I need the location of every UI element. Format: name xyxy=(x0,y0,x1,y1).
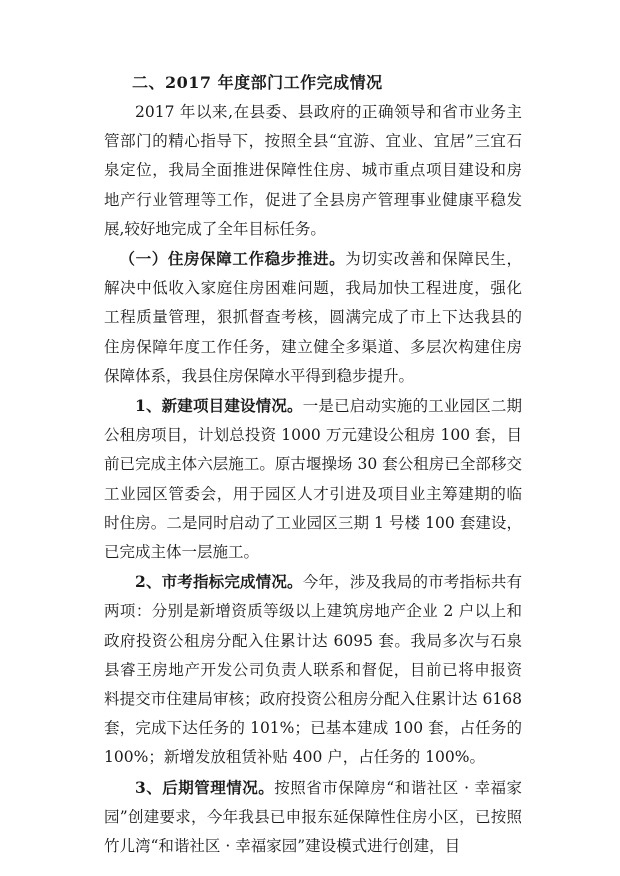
paragraph-text: 按照省市保障房“和谐社区 · 幸福家园”创建要求，今年我县已申报东延保障性住房小区，已按照竹儿湾“和谐社区 · 幸福家园”建设模式进行创建，目 xyxy=(104,778,522,856)
intro-paragraph: 2017 年以来,在县委、县政府的正确领导和省市业务主管部门的精心指导下，按照全县“宜游、宜业、宜居”三宜石泉定位，我局全面推进保障性住房、城市重点项目建设和房地产行业管理等工作，促进了全县房产管理事业健康平稳发展,较好地完成了全年目标任务。 xyxy=(104,103,522,238)
section-heading: 二、2017 年度部门工作完成情况 xyxy=(132,73,383,92)
paragraph-lead: （一）住房保障工作稳步推进。 xyxy=(119,249,346,269)
paragraph-new-projects xyxy=(104,391,522,567)
paragraph-text: 为切实改善和保障民生，解决中低收入家庭住房困难问题，我局加快工程进度，强化工程质量管理，狠抓督查考核，圆满完成了市上下达我县的住房保障年度工作任务，建立健全多渠道、多层次构建住房保障体系，我县住房保障水平得到稳步提升。 xyxy=(104,250,522,385)
paragraph-city-indicators xyxy=(104,567,522,772)
paragraph-text: 今年，涉及我局的市考指标共有两项：分别是新增资质等级以上建筑房地产企业 2 户以上和政府投资公租房分配入住累计达 6095 套。我局多次与石泉县睿王房地产开发公司负责人联系和督促，目前已将申报资料提交市住建局审核；政府投资公租房分配入住累计达 6168 套，完成下达任务的 101%；已基本建成 100 套，占任务的 100%；新增发放租赁补贴 400 户，占任务的 100%。 xyxy=(104,573,522,767)
paragraph-housing-security xyxy=(104,244,522,391)
paragraph-lead: 2、市考指标完成情况。 xyxy=(135,572,303,592)
paragraph-text: 一是已启动实施的工业园区二期公租房项目，计划总投资 1000 万元建设公租房 100 套，目前已完成主体六层施工。原古堰操场 30 套公租房已全部移交工业园区管委会，用于园区人才引进及项目业主筹建期的临时住房。二是同时启动了工业园区三期 1 号楼 100 套建设，已完成主体一层施工。 xyxy=(104,397,522,562)
document-body xyxy=(104,68,522,861)
paragraph-later-management xyxy=(104,773,522,862)
paragraph-lead: 3、后期管理情况。 xyxy=(135,777,275,797)
paragraph-lead: 1、新建项目建设情况。 xyxy=(135,396,303,416)
